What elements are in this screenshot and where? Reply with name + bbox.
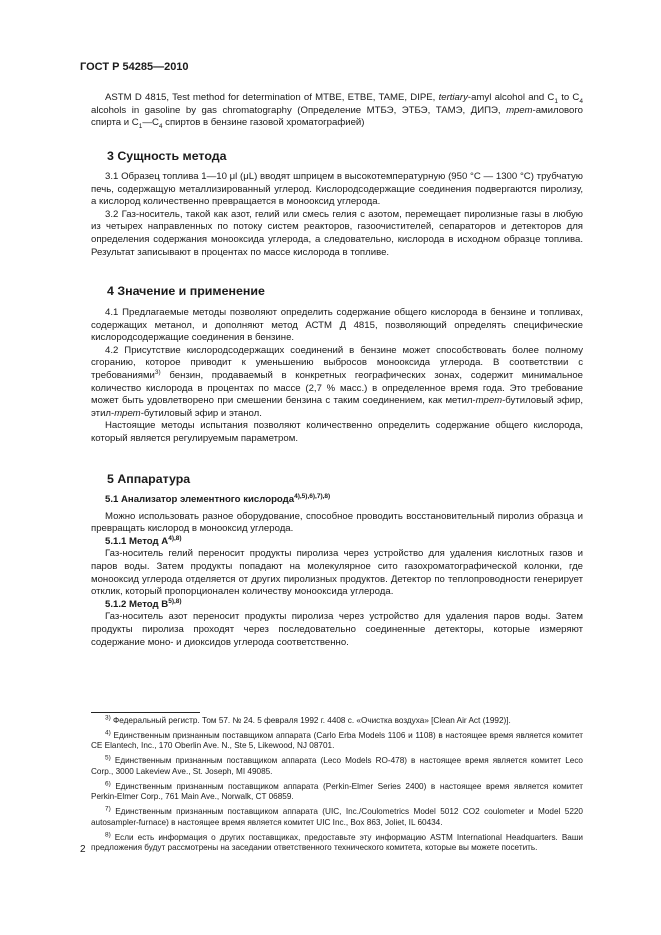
paragraph-4-2: 4.2 Присутствие кислородсодержащих соединений в бензине может способствовать более полному сгоранию, которое приводит к уменьшению выбросов монооксида углерода. В соответствии с требованиями$^{3)}$ бензин, продаваемый в конкретных географических зонах, содержит минимальное количество кислорода в процентах по массе (2,7 % масс.) в определенное время года. Это требование может быть удовлетворено при смешении бензина с таким соединением, как метил-трет-бутиловый эфир, этил-трет-бутиловый эфир и этанол. <box>91 344 583 419</box>
footnote-8: $^{8)}$ Если есть информация о других поставщиках, предоставьте эту информацию ASTM International Headquarters. Ваши предложения будут рассмотрены на заседании ответственного технического комитета, которые вы можете посетить. <box>91 830 583 853</box>
paragraph-3-1: 3.1 Образец топлива 1—10 μl (μL) вводят шприцем в высокотемпературную (950 °C — 1300 °C) трубчатую печь, содержащую металлизированный углерод. Кислородсодержащие соединения подвергаются пиролизу, а кислород количественно превращается в монооксид углерода. <box>91 171 583 208</box>
paragraph-5-1-2: Газ-носитель азот переносит продукты пиролиза через устройство для удаления паров воды. Затем продукты пиролиза проходят через последовательно соединенные детекторы, которые измеряют содержание моно- и диоксидов углерода соответственно. <box>91 611 583 648</box>
section-5-body <box>91 494 583 649</box>
footnote-divider <box>91 712 200 713</box>
subsection-5-1-1-title: 5.1.1 Метод $А^{4),8)}$ <box>105 534 182 547</box>
page-number: 2 <box>80 844 86 855</box>
paragraph-4-1: 4.1 Предлагаемые методы позволяют определить содержание общего кислорода в бензине и топливах, содержащих метанол, и дополняют метод АСТМ Д 4815, позволяющий определять специфические кислородсодержащие соединения в бензине. <box>91 307 583 344</box>
footnote-6: $^{6)}$ Единственным признанным поставщиком аппарата (Perkin-Elmer Series 2400) в настоящее время является комитет Perkin-Elmer Corp., 761 Main Ave., Norwalk, CT 06859. <box>91 780 583 802</box>
footnote-3: $^{3)}$ Федеральный регистр. Том 57. № 24. 5 февраля 1992 г. 4408 с. «Очистка воздуха» [Clean Air Act (1992)]. <box>105 714 511 725</box>
paragraph-3-2: 3.2 Газ-носитель, такой как азот, гелий или смесь гелия с азотом, перемещает пиролизные газы в любую из четырех направленных по потоку систем реакторов, газоочистителей, сепараторов и детекторов для определения содержания монооксида углерода, а следовательно, кислорода в исходном образце топлива. Результат записывают в процентах по массе кислорода в топливе. <box>91 208 583 258</box>
paragraph-5-1-1: Газ-носитель гелий переносит продукты пиролиза через устройство для удаления кислотных газов и паров воды. Затем продукты попадают на молекулярное сито газохроматографической колонки, где монооксид углерода отделяется от других пиролизных продуктов. Детектор по теплопроводности генерирует отклик, который пропорционален количеству монооксида углерода. <box>91 548 583 598</box>
subsection-5-1-2-title: 5.1.2 Метод $В^{5),8)}$ <box>105 597 182 610</box>
footnotes <box>91 716 583 858</box>
section-3-body <box>91 171 583 259</box>
footnote-5: $^{5)}$ Единственным признанным поставщиком аппарата (Leco Models RO-478) в настоящее время является комитет Leco Corp., 3000 Lakeview Ave., St. Joseph, MI 49085. <box>91 754 583 776</box>
footnote-4: $^{4)}$ Единственным признанным поставщиком аппарата (Carlo Erba Models 1106 и 1108) в настоящее время является комитет CE Elantech, Inc., 170 Oberlin Ave. N., Ste 5, Likewood, NJ 08701. <box>91 729 583 751</box>
standard-header: ГОСТ Р 54285—2010 <box>80 61 189 73</box>
subsection-5-1-title: 5.1 Анализатор элементного кислорода$^{4),5),6),7),8)}$ <box>105 492 331 505</box>
section-4-body <box>91 307 583 446</box>
section-3-title: 3 Сущность метода <box>107 149 227 163</box>
reference-paragraph: ASTM D 4815, Test method for determination of MTBE, ETBE, TAME, DIPE, tertiary-amyl alcohol and $C_1$ to $C_4$ alcohols in gasoline by gas chromatography (Определение МТБЭ, ЭТБЭ, ТАМЭ, ДИПЭ, трет-амилового спирта и $С_1—С_4$ спиртов в бензине газовой хроматографией) <box>91 92 583 131</box>
paragraph-5-1: Можно использовать разное оборудование, способное проводить восстановительный пиролиз образца и превращать кислород в монооксид углерода. <box>91 510 583 535</box>
paragraph-4-3: Настоящие методы испытания позволяют количественно определить содержание общего кислорода, который является регулируемым параметром. <box>91 420 583 444</box>
section-5-title: 5 Аппаратура <box>107 472 191 486</box>
section-4-title: 4 Значение и применение <box>107 284 265 298</box>
footnote-7: $^{7)}$ Единственным признанным поставщиком аппарата (UIC, Inc./Coulometrics Model 5012 CO2 coulometer и Model 5220 autosampler-furnace) в настоящее время является комитет UIC Inc., Box 863, Joliet, IL 60434. <box>91 805 583 827</box>
